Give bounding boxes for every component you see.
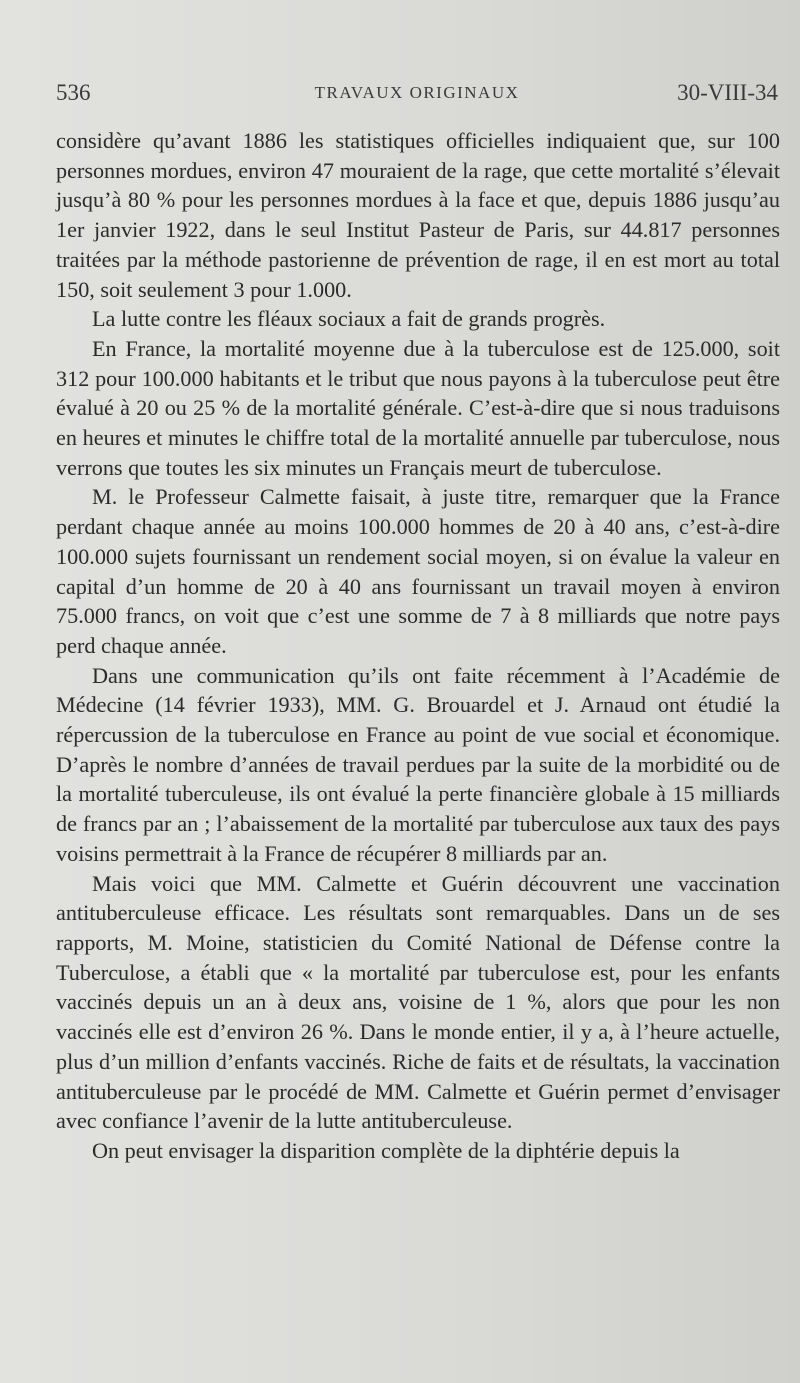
paragraph: Mais voici que MM. Calmette et Guérin découvrent une vaccination antituberculeuse efficace. Les résultats sont remarquables. Dans un de ses rapports, M. Moine, statisticien du Comité National de Défense contre la Tuberculose, a établi que « la mortalité par tuberculose est, pour les enfants vaccinés depuis un an à deux ans, voisine de 1 %, alors que pour les non vaccinés elle est d’environ 26 %. Dans le monde entier, il y a, à l’heure actuelle, plus d’un million d’enfants vaccinés. Riche de faits et de résultats, la vaccination antituberculeuse par le procédé de MM. Calmette et Guérin permet d’envisager avec confiance l’avenir de la lutte antituberculeuse.: [56, 870, 780, 1134]
paragraph: M. le Professeur Calmette faisait, à juste titre, remarquer que la France perdant chaque année au moins 100.000 hommes de 20 à 40 ans, c’est-à-dire 100.000 sujets fournissant un rendement social moyen, si on évalue la valeur en capital d’un homme de 20 à 40 ans fournissant un travail moyen à environ 75.000 francs, on voit que c’est une somme de 7 à 8 milliards que notre pays perd chaque année.: [56, 484, 780, 658]
paragraph: La lutte contre les fléaux sociaux a fait de grands progrès.: [92, 306, 606, 332]
running-header: [56, 80, 778, 112]
paragraph: On peut envisager la disparition complète de la diphtérie depuis la: [92, 1137, 680, 1163]
header-date: 30-VIII-34: [677, 80, 778, 105]
body-text: [56, 126, 780, 1166]
paragraph: En France, la mortalité moyenne due à la tuberculose est de 125.000, soit 312 pour 100.000 habitants et le tribut que nous payons à la tuberculose peut être évalué à 20 ou 25 % de la mortalité générale. C’est-à-dire que si nous traduisons en heures et minutes le chiffre total de la mortalité annuelle par tuberculose, nous verrons que toutes les six minutes un Français meurt de tuberculose.: [56, 335, 780, 480]
paragraph: Dans une communication qu’ils ont faite récemment à l’Académie de Médecine (14 février 1933), MM. G. Brouardel et J. Arnaud ont étudié la répercussion de la tuberculose en France au point de vue social et économique. D’après le nombre d’années de travail perdues par la suite de la morbidité ou de la mortalité tuberculeuse, ils ont évalué la perte financière globale à 15 milliards de francs par an ; l’abaissement de la mortalité par tuberculose aux taux des pays voisins permettrait à la France de récupérer 8 milliards par an.: [56, 662, 780, 866]
running-title: TRAVAUX ORIGINAUX: [314, 83, 520, 102]
page-number: 536: [56, 80, 91, 105]
paragraph-continuation: considère qu’avant 1886 les statistiques officielles indiquaient que, sur 100 personnes mordues, environ 47 mouraient de la rage, que cette mortalité s’élevait jusqu’à 80 % pour les personnes mordues à la face et que, depuis 1886 jusqu’au 1er janvier 1922, dans le seul Institut Pasteur de Paris, sur 44.817 personnes traitées par la méthode pastorienne de prévention de rage, il en est mort au total 150, soit seulement 3 pour 1.000.: [56, 128, 780, 302]
